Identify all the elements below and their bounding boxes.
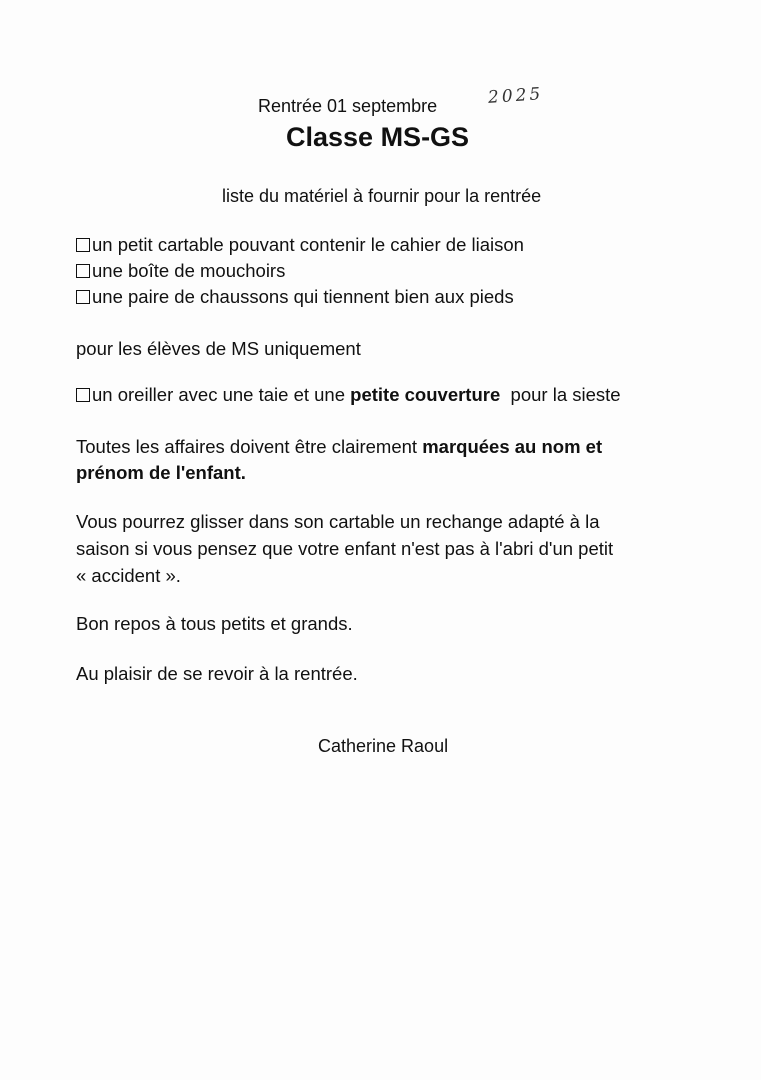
checkbox-icon [76, 238, 90, 252]
signature: Catherine Raoul [318, 736, 449, 756]
closing-rest: Bon repos à tous petits et grands. [76, 613, 353, 634]
checkbox-icon [76, 290, 90, 304]
checklist-item-label: un petit cartable pouvant contenir le cahier de liaison [92, 234, 524, 255]
page-subtitle: liste du matériel à fournir pour la rentrée [222, 186, 542, 206]
ms-checklist-item [76, 384, 621, 406]
checklist-item [76, 286, 514, 308]
advice-line-3: « accident ». [76, 565, 181, 586]
checklist-item-label: une boîte de mouchoirs [92, 260, 286, 281]
ms-item-text-end: pour la sieste [500, 384, 621, 405]
closing-see-you: Au plaisir de se revoir à la rentrée. [76, 663, 358, 684]
date-line: Rentrée 01 septembre [258, 96, 438, 116]
handwritten-year: 2025 [487, 84, 544, 108]
notice-bold-text: marquées au nom et [422, 436, 603, 457]
notice-line-1 [76, 436, 602, 458]
ms-section-heading: pour les élèves de MS uniquement [76, 338, 361, 359]
advice-line-1: Vous pourrez glisser dans son cartable un rechange adapté à la [76, 511, 600, 532]
ms-item-bold-text: petite couverture [350, 384, 501, 405]
checklist-item [76, 260, 285, 282]
advice-line-2: saison si vous pensez que votre enfant n'est pas à l'abri d'un petit [76, 538, 614, 559]
notice-line-2: prénom de l'enfant. [76, 462, 246, 483]
page-title: Classe MS-GS [286, 122, 470, 152]
ms-item-text: un oreiller avec une taie et une [92, 384, 351, 405]
checkbox-icon [76, 264, 90, 278]
checklist-item-label: une paire de chaussons qui tiennent bien aux pieds [92, 286, 514, 307]
notice-text: Toutes les affaires doivent être clairement [76, 436, 423, 457]
checklist-item [76, 234, 524, 256]
checkbox-icon [76, 388, 90, 402]
